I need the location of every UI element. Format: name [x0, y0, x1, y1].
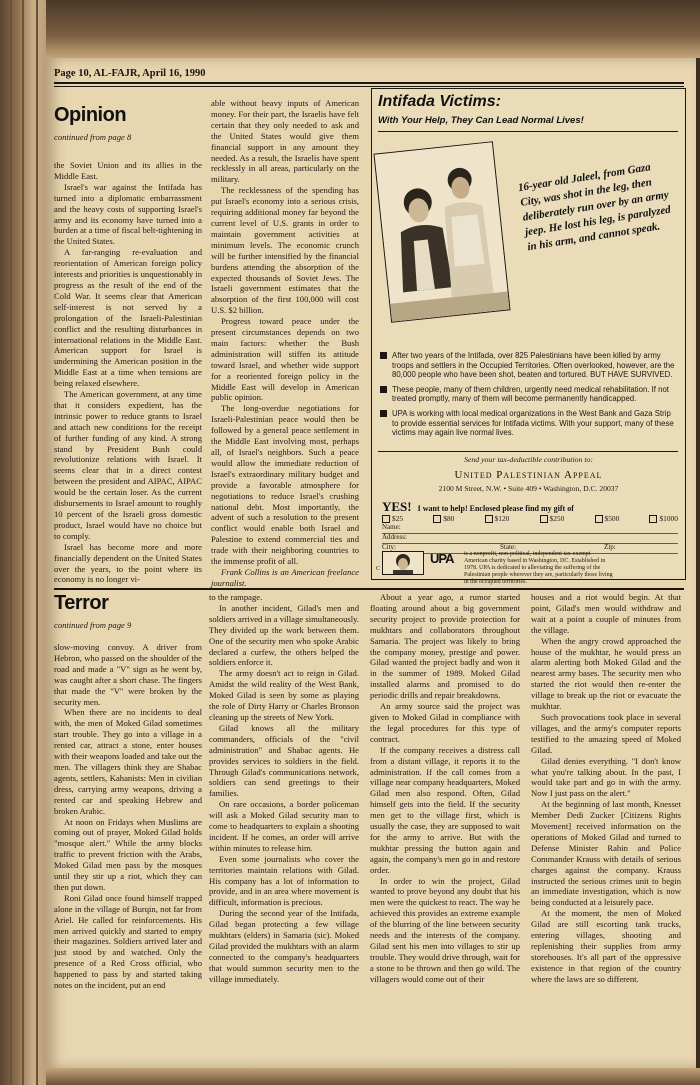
amount-label: $500 [604, 514, 620, 523]
checkbox-icon[interactable] [485, 515, 493, 523]
amount-option[interactable] [382, 514, 403, 523]
terror-column-2 [209, 592, 359, 985]
terror-column-1 [54, 642, 202, 991]
newspaper-page [46, 58, 696, 1068]
amount-label: $25 [392, 514, 404, 523]
child-photo-illustration [383, 552, 423, 574]
paragraph: able without heavy inputs of American money. For their part, the Israelis have felt certain that they only needed to ask and the United States would give them financial support in any amount they needed. As a result, the Israelis have spent recklessly in all areas, particularly on the military. [211, 98, 359, 185]
amount-label: $120 [494, 514, 510, 523]
opinion-column-1 [54, 160, 202, 585]
name-label: Name: [382, 523, 401, 531]
amount-option[interactable] [595, 514, 620, 523]
amount-label: $1000 [659, 514, 678, 523]
upa-description: is a nonprofit, non-political, independent tax-exempt American charity based in Washington, DC. Established in 1978. UPA is dedicated to alleviating the suffering of the Palestinian people wherever they are, particularly those living in the occupied territories. [464, 551, 613, 585]
bullet-square-icon [380, 352, 387, 359]
paragraph: At noon on Fridays when Muslims are coming out of prayer, Moked Gilad holds "mosque alert." While the army blocks traffic to prevent friction with the Arabs, Moked Gilad men pass by the mosques until they stir up a riot, which they can then put down. [54, 816, 202, 892]
opinion-title: Opinion [54, 104, 127, 126]
paragraph: In order to win the project, Gilad wanted to prove beyond any doubt that his men were the quickest to react. The way he achieved this provides an extreme example of the blurring of the line between security needs and the interests of the company. Gilad sent his men into villages to stir up trouble. They would drive through, wait for a stone to be thrown and then go wild. The villagers would come out of their [370, 875, 520, 984]
address-label: Address: [382, 533, 407, 541]
terror-title: Terror [54, 592, 109, 614]
pledge-text: I want to help! Enclosed please find my gift of [417, 504, 574, 513]
paragraph: At the moment, the men of Moked Gilad are still escorting tank trucks, entering villages, shooting and replenishing their supplies from army storehouses. It's all part of the oppressive existence in that region of the country where the laws are so different. [531, 908, 681, 984]
org-name: United Palestinian Appeal [454, 469, 603, 481]
paragraph: On rare occasions, a border policeman will ask a Moked Gilad security man to come to headquarters to explain a shooting incident. If he comes, an order will arrive within minutes to release him. [209, 799, 359, 853]
book-binding [0, 0, 48, 1085]
checkbox-icon[interactable] [382, 515, 390, 523]
gift-amounts [382, 514, 678, 523]
paragraph: If the company receives a distress call from a distant village, it reports it to the administration. If the call comes from a village near company headquarters, Moked Gilad men also respond. Often, Gilad himself gets into the field. If the security men get to the village first, which is usually the case, they are supposed to wait for the army to arrive. But with the mukhtar pressing the button again and again, the company's men go in and restore order. [370, 744, 520, 875]
checkbox-icon[interactable] [595, 515, 603, 523]
state-label: State: [500, 543, 516, 551]
paragraph: slow-moving convoy. A driver from Hebron, who passed on the shoulder of the road and made a "V" sign as he went by, was caught after a short chase. The fingers that made the "V" were broken by the security men. [54, 642, 202, 707]
bullet-text: UPA is working with local medical organizations in the West Bank and Gaza Strip to provide essential services for Intifada victims. With your support, many of these victims may again live normal lives. [392, 408, 674, 438]
victim-photo [373, 141, 510, 323]
amount-option[interactable] [649, 514, 677, 523]
zip-label: Zip: [604, 543, 616, 551]
ad-corner-mark: C [376, 566, 381, 572]
paragraph: An army source said the project was given to Moked Gilad in compliance with the legal procedures for this type of contract. [370, 701, 520, 744]
paragraph: to the rampage. [209, 592, 263, 602]
paragraph: Roni Gilad once found himself trapped alone in the village of Burqin, not far from Ariel. He called for reinforcements. His men arrived quickly and started to empty their magazines. Soldiers arrived later and just stood by and watched. Only the presence of a Red Cross official, who happened to pass by and started taking notes on the incident, put an end [54, 892, 202, 991]
city-label: City: [382, 543, 397, 551]
list-item [380, 351, 678, 380]
terror-column-3 [370, 592, 520, 985]
paragraph: When there are no incidents to deal with, the men of Moked Gilad sometimes start trouble. They go into a village in a rented car, attract a stone, enter houses with their weapons loaded and take out the men. The villagers think they are Shabac agents, settlers, Kahanists: Men in civilian dress, carrying army weapons, driving a rented car and speaking Hebrew and broken Arabic. [54, 707, 202, 816]
page-top-edge [46, 0, 700, 58]
paragraph: Gilad knows all the military commanders, officials of the "civil administration" and Shabac agents. He provides services to soldiers in the field. Through Gilad's communications network, soldiers can send greetings to their families. [209, 722, 359, 799]
list-item [380, 385, 678, 404]
paragraph: When the angry crowd approached the house of the mukhtar, he would press an alarm alerting both Moked Gilad and the nearest army bases. The security men who started the riot would then re-enter the village to break up the riot or evacuate the mukhtar. [531, 635, 681, 712]
upa-logo: UPA [430, 551, 454, 566]
paragraph: the Soviet Union and its allies in the Middle East. [54, 160, 202, 181]
paragraph: The American government, at any time that it considers expedient, has the intrinsic power to reduce grants to Israel and attach new conditions for the receipt of further funding of any kind. A strong stand by President Bush could revolutionize relations with Israel. It seems clear that in a direct contest between the president and AIPAC, AIPAC would be the certain loser. As the current disbursements to Israel amount to roughly 10 percent of the Israeli gross domestic product, Israel would have no choice but to comply. [54, 389, 202, 541]
paragraph: During the second year of the Intifada, Gilad began protecting a few village mukhtars (elders) in Samaria (sic). Moked Gilad provided the mukhtars with an alarm connected to the company's headquarters that would summon security men to the village immediately. [209, 908, 359, 984]
section-divider [54, 588, 684, 590]
header-rule-thin [54, 86, 684, 87]
header-rule [54, 82, 684, 84]
checkbox-icon[interactable] [540, 515, 548, 523]
paragraph: About a year ago, a rumor started floating around about a big government security project to provide protection for mukhtars and collaborators throughout Samaria. The project was likely to bring the company money, prestige and power. Gilad wanted the project badly and won it in the summer of 1989. Moked Gilad installed alarms and promised to do periodic drills and repair breakdowns. [370, 592, 520, 701]
amount-label: $80 [443, 514, 455, 523]
checkbox-icon[interactable] [433, 515, 441, 523]
paragraph: Even some journalists who cover the territories maintain relations with Gilad. His company has a lot of information to provide, and in an area where movement is difficult, information is precious. [209, 853, 359, 908]
ad-subtitle: With Your Help, They Can Lead Normal Lives! [378, 115, 584, 126]
paragraph: Gilad denies everything. "I don't know what you're talking about. In the past, I would take part and go in with the army. Now I just pass on the alert." [531, 755, 681, 799]
yes-label: YES! [382, 499, 412, 514]
ad-rule [378, 131, 678, 132]
donate-rule [378, 451, 678, 452]
paragraph: The recklessness of the spending has put Israel's economy into a serious crisis, requiring additional money far beyond the current level of U.S. grants in order to maintain government activities at minimum levels. The economic crunch will be further intensified by the financial burdens attending the absorption of the expected thousands of Soviet Jews. The Israeli government estimates that the absorption of the first 100,000 will cost U.S. $2 billion. [211, 185, 359, 316]
paragraph: The army doesn't act to reign in Gilad. Amidst the wild reality of the West Bank, Moked Gilad is seen by some as playing the role of Dirty Harry or Charles Bronson cleaning up the streets of New York. [209, 668, 359, 722]
amount-label: $250 [549, 514, 565, 523]
spine-line [36, 0, 38, 1085]
bullet-square-icon [380, 410, 387, 417]
opinion-column-2 [211, 98, 359, 589]
amount-option[interactable] [485, 514, 510, 523]
amount-option[interactable] [540, 514, 565, 523]
author-byline: Frank Collins is an American freelance journalist. [211, 566, 359, 588]
bullet-text: These people, many of them children, urgently need medical rehabilitation. If not treated promptly, many of them will become permanently handicapped. [392, 384, 669, 404]
ad-bullet-list [380, 351, 678, 443]
bullet-text: After two years of the Intifada, over 825 Palestinians have been killed by army troops and settlers in the Occupied Territories. Often overlooked, however, are the 80,000 people who have been shot, beaten and tortured. BUT HAVE SURVIVED. [392, 351, 675, 380]
terror-column-4 [531, 592, 681, 985]
paragraph: houses and a riot would begin. At that point, Gilad's men would withdraw and wait at a point a couple of minutes from the village. [531, 592, 681, 635]
list-item [380, 409, 678, 438]
page-header: Page 10, AL-FAJR, April 16, 1990 [54, 68, 206, 79]
spine-line [22, 0, 24, 1085]
paragraph: The long-overdue negotiations for Israeli-Palestinian peace would then be followed by a general peace settlement in the Middle East involving most, perhaps all, of Israel's neighbors. Such a peace would allow the immediate reduction of Israel's extraordinary military budget and provide a favorable atmosphere for negotiations to reduce Israel's crushing national debt. Most importantly, the advent of such a resolution to the present conflict would enable both Israel and Palestine to extend commercial ties and trade with their neighboring countries to the immense profit of all. [211, 403, 359, 567]
spine-line [10, 0, 12, 1085]
photo-caption: 16-year old Jaleel, from Gaza City, was shot in the leg, then deliberately run over by an army jeep. He lost his leg, is paralyzed in his arm, and cannot speak. [517, 161, 672, 254]
paragraph: A far-ranging re-evaluation and reorientation of American foreign policy interests and priorities is unquestionably in progress as the result of the end of the Cold War. It seems clear that American self-interest is not served by a prolongation of the Israeli-Palestinian conflict and the resulting disturbances in international relations in the Middle East. American support for Israel is undermining the American position in the Middle East at a time when tensions are being relaxed elsewhere. [54, 247, 202, 389]
checkbox-icon[interactable] [649, 515, 657, 523]
donate-note: Send your tax-deductible contribution to: [463, 455, 594, 464]
amount-option[interactable] [433, 514, 454, 523]
opinion-continued: continued from page 8 [54, 132, 132, 142]
intifada-victims-ad [371, 88, 686, 585]
paragraph: Israel's war against the Intifada has turned into a diplomatic embarrassment and the heavy costs of supporting Israel's army and its economy have turned into a burden at a time of fiscal belt-tightening in the United States. [54, 181, 202, 247]
pledge-row [382, 499, 678, 515]
bullet-square-icon [380, 386, 387, 393]
paragraph: At the beginning of last month, Knesset Member Dedi Zucker [Citizens Rights Movement] received information on the operations of Moked Gilad and turned to Defense Minister Rabin and Police Commander Krauss with details of serious charges against the company. Krauss instructed the serious crimes unit to begin an immediate investigation, which is now being conducted at a leisurely pace. [531, 799, 681, 908]
paragraph: Progress toward peace under the present circumstances depends on two main factors: whether the Bush administration will stiffen its attitude toward Israel, and whether wide support for a reoriented foreign policy in the Middle East will develop in American public opinion. [211, 316, 359, 403]
org-address: 2100 M Street, N.W. • Suite 409 • Washington, D.C. 20037 [438, 484, 619, 493]
ad-title: Intifada Victims: [378, 93, 501, 110]
victim-photo-illustration [375, 142, 510, 321]
child-photo [382, 551, 424, 575]
paragraph: Such provocations took place in several villages, and the army's computer reports testified to the amazing speed of Moked Gilad. [531, 711, 681, 755]
paragraph: Israel has become more and more financially dependent on the United States over the years, to the point where its economy is no longer vi- [54, 541, 202, 585]
page-bottom-edge [46, 1068, 700, 1085]
paragraph: In another incident, Gilad's men and soldiers arrived in a village simultaneously. They divided up the work between them. One of the security men who spoke Arabic declared a curfew, the others helped the soldiers enforce it. [209, 602, 359, 668]
terror-continued: continued from page 9 [54, 620, 132, 630]
